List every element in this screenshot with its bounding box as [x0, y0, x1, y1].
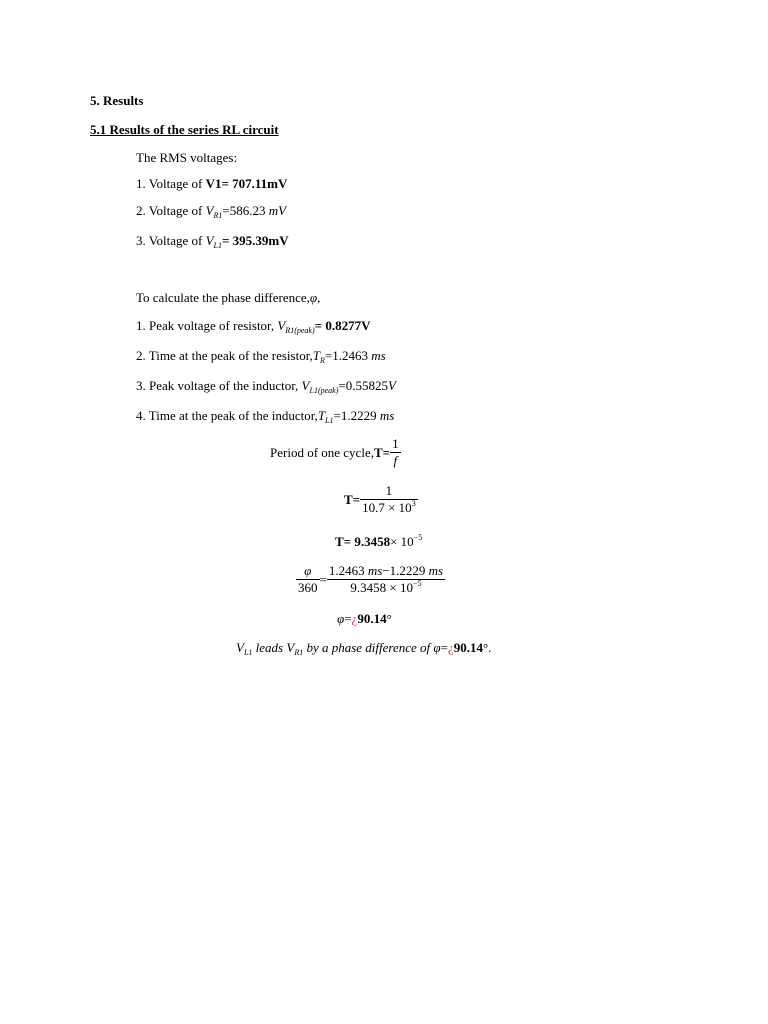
phase-item-1-text: 1. Peak voltage of resistor,	[136, 318, 278, 333]
ratio-num-minus: −1.2229	[382, 563, 426, 578]
phase-item-2-text: 2. Time at the peak of the resistor,	[136, 348, 313, 363]
rms-item-1	[136, 176, 287, 192]
ratio-fraction	[327, 563, 445, 596]
phase-intro-text: To calculate the phase difference,	[136, 290, 310, 305]
phase-intro-comma: ,	[317, 290, 321, 305]
t-numerator: 1	[385, 483, 393, 498]
phase-item-2-sub: R	[320, 356, 325, 365]
phase-item-4-text: 4. Time at the peak of the inductor,	[136, 408, 318, 423]
phi-result-glyph: ¿	[351, 611, 358, 626]
period-fraction	[390, 436, 401, 469]
subsection-heading: 5.1 Results of the series RL circuit	[90, 122, 279, 137]
rms-item-3-var: V	[205, 233, 214, 248]
conclusion-glyph: ¿	[447, 640, 454, 655]
phase-item-3-unit: V	[387, 378, 396, 393]
phi-ratio-equals: =	[319, 571, 327, 587]
conclusion-value: 90.14	[453, 640, 483, 655]
rms-item-2-text: 2. Voltage of	[136, 203, 206, 218]
conclusion-eq: =	[440, 640, 448, 655]
phase-item-4-unit: ms	[379, 408, 395, 423]
t-denominator	[360, 499, 418, 516]
phase-item-2-var: T	[312, 348, 320, 363]
ratio-num-a: 1.2463	[328, 563, 365, 578]
conclusion-line	[236, 640, 491, 656]
t-result	[335, 534, 422, 550]
conclusion-v2-sub: R1	[294, 648, 304, 657]
conclusion-v1-sub: L1	[243, 648, 253, 657]
rms-item-2-sub: R1	[213, 211, 223, 220]
phase-item-2-value: =1.2463	[324, 348, 368, 363]
rms-item-3-value: = 395.39mV	[221, 233, 289, 248]
phase-item-3-text: 3. Peak voltage of the inductor,	[136, 378, 302, 393]
rms-item-2-value: =586.23	[222, 203, 266, 218]
t-denominator-base: 10.7 × 10	[362, 500, 412, 515]
phi-result-var: φ	[337, 611, 345, 626]
phase-item-4-sub: L1	[325, 416, 334, 425]
conclusion-leads: leads	[252, 640, 287, 655]
phase-item-3-var: V	[301, 378, 310, 393]
ratio-den-base: 9.3458 × 10	[350, 580, 413, 595]
ratio-num-unit-a: ms	[367, 563, 383, 578]
phi-result-value: 90.14	[357, 611, 387, 626]
phi-denominator: 360	[298, 580, 318, 595]
rms-item-3-sub: L1	[213, 241, 222, 250]
conclusion-v1: V	[236, 640, 244, 655]
t-result-exp: −5	[413, 533, 423, 542]
rms-item-3	[136, 233, 289, 249]
rms-intro: The RMS voltages:	[136, 150, 238, 165]
phase-item-1-sub: R1(peak)	[285, 326, 315, 335]
ratio-num-unit-b: ms	[428, 563, 444, 578]
phase-item-3-value: =0.55825	[338, 378, 388, 393]
phase-intro	[136, 290, 320, 306]
conclusion-deg: °.	[482, 640, 492, 655]
phase-item-2-unit: ms	[371, 348, 386, 363]
period-label: Period of one cycle,	[270, 444, 374, 460]
conclusion-v2: V	[286, 640, 295, 655]
phase-item-3-sub: L1(peak)	[309, 386, 339, 395]
phase-item-1	[136, 318, 370, 334]
phi-fraction	[296, 563, 320, 596]
period-denominator: f	[390, 452, 401, 469]
rms-item-2	[136, 203, 286, 219]
ratio-numerator	[327, 563, 445, 579]
phi-result	[337, 611, 392, 627]
phase-item-1-var: V	[277, 318, 286, 333]
phase-item-4	[136, 408, 394, 424]
phase-item-1-value: = 0.8277V	[314, 318, 371, 333]
phi-numerator: φ	[304, 563, 312, 578]
t-denominator-exp: 3	[411, 499, 416, 508]
conclusion-phi: φ	[433, 640, 441, 655]
phase-item-2	[136, 348, 386, 364]
rms-item-2-unit: mV	[268, 203, 287, 218]
phase-item-4-value: =1.2229	[333, 408, 377, 423]
phase-intro-phi: φ	[309, 290, 318, 305]
rms-item-1-text: 1. Voltage of	[136, 176, 206, 191]
ratio-denominator	[327, 579, 445, 596]
t-result-label: T= 9.3458	[335, 534, 391, 549]
phi-result-eq: =	[344, 611, 352, 626]
t-equation	[344, 483, 418, 516]
period-equation	[270, 436, 401, 469]
phase-item-4-var: T	[317, 408, 326, 423]
section-heading: 5. Results	[90, 93, 144, 108]
rms-item-2-var: V	[205, 203, 214, 218]
phase-item-3	[136, 378, 396, 394]
conclusion-rest: by a phase difference of	[303, 640, 434, 655]
t-fraction	[360, 483, 418, 516]
period-numerator: 1	[392, 436, 399, 451]
rms-item-1-value: V1= 707.11mV	[205, 176, 288, 191]
ratio-den-exp: −5	[413, 579, 422, 588]
t-result-rest: × 10	[390, 534, 414, 549]
phi-ratio-equation	[296, 563, 445, 596]
period-T: T=	[373, 444, 391, 460]
phi-result-deg: °	[386, 611, 392, 626]
t-label: T=	[344, 491, 361, 507]
rms-item-3-text: 3. Voltage of	[136, 233, 206, 248]
